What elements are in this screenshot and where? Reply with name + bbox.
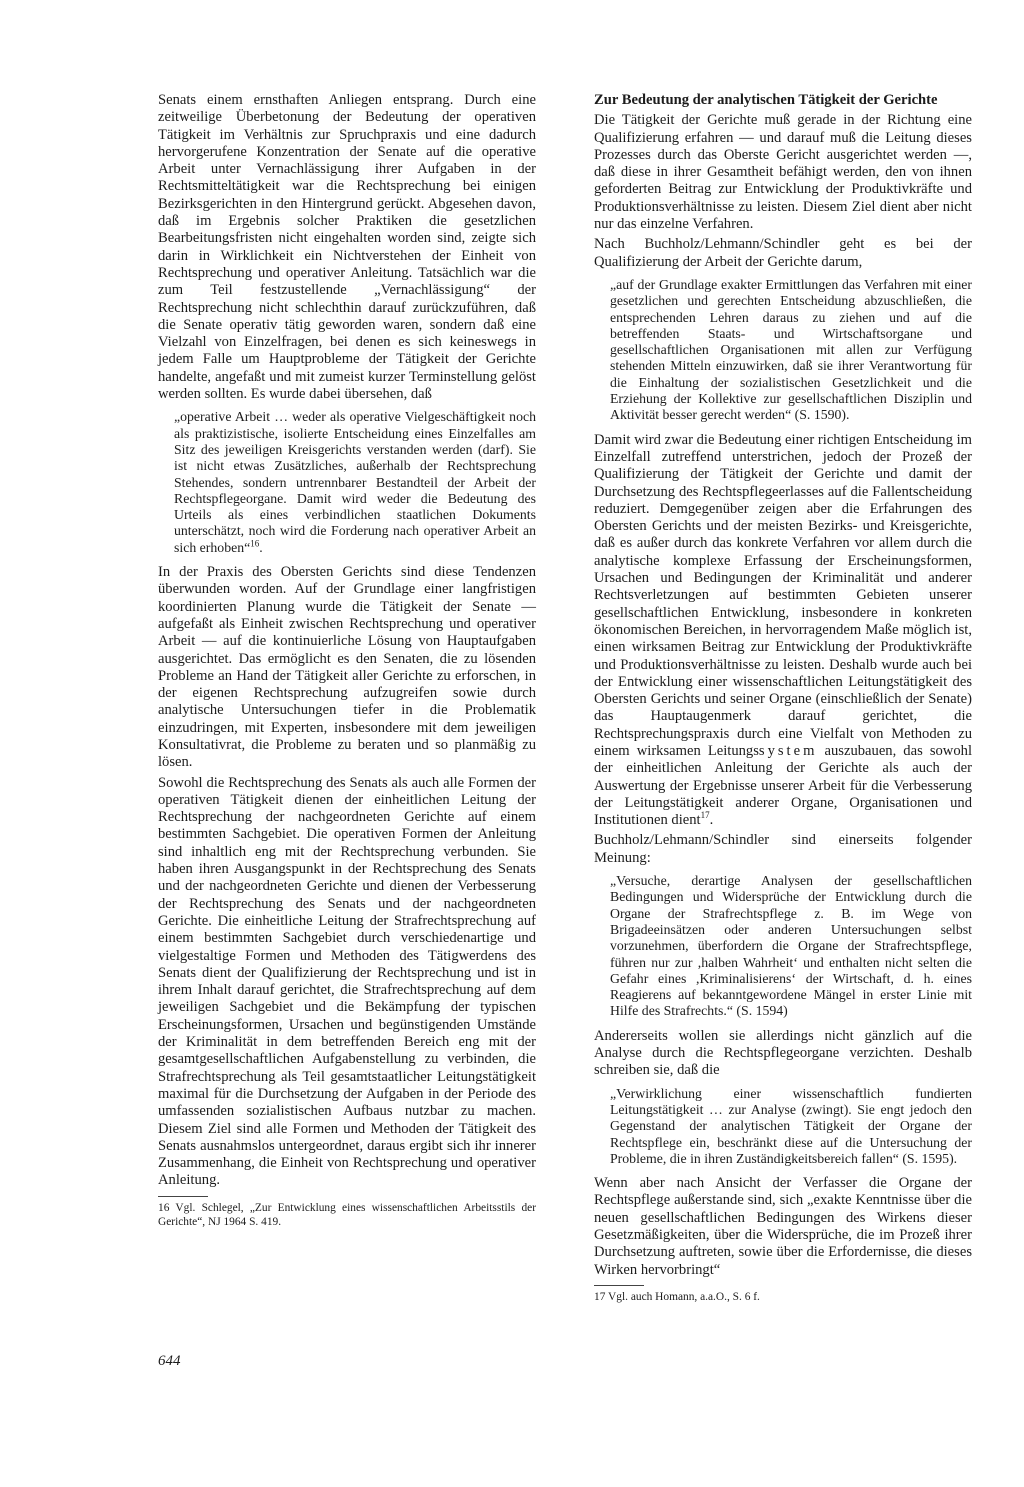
footnote-reference: 17 — [700, 810, 710, 821]
paragraph: Senats einem ernsthaften Anliegen entsprang. Durch eine zeitweilige Überbetonung der Bedeutung der operativen Tätigkeit im Verhältnis zur Spruchpraxis und eine dadurch hervorgerufene Konzentration der Senate auf die operative Arbeit unter Vernachlässigung ihrer Aufgaben in der Rechtsmitteltätigkeit war die Rechtsprechung bei einigen Bezirksgerichten in den Hintergrund gerückt. Abgesehen davon, daß im Ergebnis solcher Praktiken die gesetzlichen Bearbeitungsfristen nicht eingehalten worden sind, zeigte sich darin in Wirklichkeit ein Nichtverstehen der Einheit von Rechtsprechung und operativer Anleitung. Tatsächlich war die zum Teil festzustellende „Vernachlässigung“ der Rechtsprechung nicht schlechthin darauf zurückzuführen, daß die Senate operativ tätig geworden waren, sondern daß eine Vielzahl von Einzelfragen, bei denen es sich keineswegs in jedem Falle um Hauptprobleme der Tätigkeit der Gerichte handelte, angefaßt und mit zumeist kurzer Terminstellung gelöst werden sollten. Es wurde dabei übersehen, daß — [158, 92, 536, 403]
right-column — [594, 92, 972, 1307]
block-quote: „Verwirklichung einer wissenschaftlich fundierten Leitungstätigkeit … zur Analyse (zwingt). Sie engt jedoch den Gegenstand der analytischen Tätigkeit der Organe der Rechtspflege ein, beschränkt diese auf die Untersuchung der Probleme, die in ihren Zuständigkeitsbereich fallen“ (S. 1595). — [610, 1085, 972, 1166]
paragraph: Wenn aber nach Ansicht der Verfasser die Organe der Rechtspflege außerstande sind, sich „exakte Kenntnisse über die neuen gesellschaftlichen Bedingungen des Wirkens dieser Gesetzmäßigkeiten, über die Widersprüche, die im Prozeß ihrer Durchsetzung auftreten, sowie über die Erfordernisse, die dieses Wirken hervorbringt“ — [594, 1175, 972, 1278]
paragraph: In der Praxis des Obersten Gerichts sind diese Tendenzen überwunden worden. Auf der Grundlage einer langfristigen koordinierten Planung wurde die Tätigkeit der Senate — aufgefaßt als Einheit zwischen Rechtsprechung und operativer Arbeit — auf die kontinuierliche Lösung von Hauptaufgaben ausgerichtet. Das ermöglicht es den Senaten, die zu lösenden Probleme an Hand der Tätigkeit aller Gerichte zu erforschen, in der eigenen Rechtsprechung aufzugreifen sowie durch analytische Untersuchungen tiefer in die Problematik einzudringen, mit Experten, insbesondere mit dem jeweiligen Konsultativrat, die Probleme zu beraten und so planmäßig zu lösen. — [158, 564, 536, 771]
paragraph: Andererseits wollen sie allerdings nicht gänzlich auf die Analyse durch die Rechtspflegeorgane verzichten. Deshalb schreiben sie, daß die — [594, 1027, 972, 1079]
paragraph: Die Tätigkeit der Gerichte muß gerade in der Richtung eine Qualifizierung erfahren — und darauf muß die Leitung dieses Prozesses durch das Oberste Gericht ausgerichtet werden —, daß diese in ihrer Gesamtheit befähigt werden, den von ihnen geforderten Beitrag zur Entwicklung der Produktivkräfte und Produktionsverhältnisse zu leisten. Diesem Ziel dient aber nicht nur das einzelne Verfahren. — [594, 112, 972, 233]
section-heading: Zur Bedeutung der analytischen Tätigkeit der Gerichte — [594, 92, 938, 108]
paragraph: Nach Buchholz/Lehmann/Schindler geht es bei der Qualifizierung der Arbeit der Gerichte darum, — [594, 236, 972, 270]
footnote-divider — [158, 1196, 208, 1197]
page-number: 644 — [158, 1353, 181, 1369]
footnote-divider — [594, 1285, 644, 1286]
block-quote: „Versuche, derartige Analysen der gesellschaftlichen Bedingungen und Widersprüche der Entwicklung durch die Organe der Strafrechtspflege z. B. im Wege von Brigadeeinsätzen oder anderen Untersuchungen selbst vorzunehmen, überfordern die Organe der Strafrechtspflege, führen nur zur ,halben Wahrheit‘ und enthalten nicht selten die Gefahr eines ,Kriminalisierens‘ der Wirtschaft, d. h. eines Reagierens auf bekanntgewordene Mängel in erster Linie mit Hilfe des Strafrechts.“ (S. 1594) — [610, 873, 972, 1019]
footnote: 16 Vgl. Schlegel, „Zur Entwicklung eines wissenschaftlichen Arbeitsstils der Gerichte“, NJ 1964 S. 419. — [158, 1201, 536, 1228]
spaced-emphasis: system — [758, 742, 818, 759]
paragraph-text: Damit wird zwar die Bedeutung einer richtigen Entscheidung im Einzelfall zutreffend unterstrichen, jedoch der Prozeß der Qualifizierung der Tätigkeit der Gerichte und damit der Durchsetzung des Rechtspflegeerlasses auf die Fallentscheidung reduziert. Demgegenüber zeigen aber die Erfahrungen des Obersten Gerichts und der meisten Bezirks- und Kreisgerichte, daß es außer durch das konkrete Verfahren vor allem durch die analytische komplexe Erfassung der Erscheinungsformen, Ursachen und Bedingungen der Kriminalität und anderer Rechtsverletzungen auf bestimmten Gebieten unserer gesellschaftlichen Entwicklung, insbesondere in konkreten ökonomischen Bereichen, in hervorragendem Maße möglich ist, einen wirksamen Beitrag zur Entwicklung der Produktivkräfte und Produktionsverhältnisse zu leisten. Deshalb wurde auch bei der Entwicklung einer wissenschaftlichen Leitungstätigkeit des Obersten Gerichts und seiner Organe (einschließlich der Senate) das Hauptaugenmerk darauf gerichtet, die Rechtsprechungspraxis durch eine Vielfalt von Methoden zu einem wirksamen Leitungs — [594, 431, 972, 759]
left-column — [158, 92, 536, 1232]
quote-text: „operative Arbeit … weder als operative Vielgeschäftigkeit noch als praktizistische, isolierte Entscheidung eines Einzelfalles am Sitz des jeweiligen Kreisgerichts verstanden werden (darf). Sie ist nicht etwas Zusätzliches, außerhalb der Rechtsprechung Stehendes, sondern untrennbarer Bestandteil der Arbeit der Rechtspflegeorgane. Damit wird weder die Bedeutung des Urteils als eines verbindlichen staatlichen Dokuments unterschätzt, noch wird die Forderung nach operativer Arbeit an sich erhoben“ — [174, 409, 536, 555]
paragraph: Sowohl die Rechtsprechung des Senats als auch alle Formen der operativen Tätigkeit dienen der einheitlichen Leitung der Rechtsprechung der nachgeordneten Gerichte auf einem bestimmten Sachgebiet. Die operativen Formen der Anleitung sind inhaltlich eng mit der Rechtsprechung verbunden. Sie haben ihren Ausgangspunkt in der Rechtsprechung des Senats und der nachgeordneten Gerichte und dienen der Verbesserung der Rechtsprechung des Senats und der nachgeordneten Gerichte. Die einheitliche Leitung der Strafrechtsprechung auf einem bestimmten Sachgebiet durch verschiedenartige und vielgestaltige Formen und Methoden des Tätigwerdens des Senats dient der Qualifizierung der Rechtsprechung und ist in ihrem Inhalt darauf gerichtet, die Strafrechtsprechung auf dem jeweiligen Sachgebiet und die Bekämpfung der typischen Erscheinungsformen, Ursachen und begünstigenden Umstände der Kriminalität in dem betreffenden Bereich eng mit der gesamtgesellschaftlichen Aufgabenstellung zu verbinden, die Strafrechtsprechung als Teil gesamtstaatlicher Leitungstätigkeit maximal für die Durchsetzung der Aufgaben in der Periode des umfassenden sozialistischen Aufbaus nutzbar zu machen. Diesem Ziel sind alle Formen und Methoden der Tätigkeit des Senats ausnahmslos untergeordnet, daraus ergibt sich ihr innerer Zusammenhang, die Einheit von Rechtsprechung und operativer Anleitung. — [158, 774, 536, 1189]
block-quote: „auf der Grundlage exakter Ermittlungen das Verfahren mit einer gesetzlichen und gerechten Entscheidung abzuschließen, die entsprechenden Lehren daraus zu ziehen und auf die betreffenden Staats- und Wirtschaftsorgane und gesellschaftlichen Organisationen mit allen zur Verfügung stehenden Mitteln einzuwirken, daß sie ihrer Verantwortung für die Einhaltung der sozialistischen Gesetzlichkeit und die Erziehung der Kollektive zur gesellschaftlichen Disziplin und Aktivität besser gerecht werden“ (S. 1590). — [610, 276, 972, 423]
paragraph-text: auszubauen, das sowohl der einheitlichen Anleitung der Gerichte als auch der Auswertung der Ergebnisse unserer Arbeit für die Verbesserung der Leitungstätigkeit anderer Organe, Organisationen und Institutionen dient — [594, 742, 972, 829]
block-quote: „operative Arbeit … weder als operative Vielgeschäftigkeit noch als praktizistische, isolierte Entscheidung eines Einzelfalles am Sitz des jeweiligen Kreisgerichts verstanden werden (darf). Sie ist nicht etwas Zusätzliches, außerhalb der Rechtsprechung Stehendes, sondern untrennbarer Bestandteil der Arbeit der Rechtspflegeorgane. Damit wird weder die Bedeutung des Urteils als eines verbindlichen staatlichen Dokuments unterschätzt, noch wird die Forderung nach operativer Arbeit an sich erhoben“$^{16}$. — [174, 409, 536, 555]
paragraph: Buchholz/Lehmann/Schindler sind einerseits folgender Meinung: — [594, 832, 972, 866]
paragraph: Damit wird zwar die Bedeutung einer richtigen Entscheidung im Einzelfall zutreffend unterstrichen, jedoch der Prozeß der Qualifizierung der Tätigkeit der Gerichte und damit der Durchsetzung des Rechtspflegeerlasses auf die Fallentscheidung reduziert. Demgegenüber zeigen aber die Erfahrungen des Obersten Gerichts und der meisten Bezirks- und Kreisgerichte, daß es außer durch das konkrete Verfahren vor allem durch die analytische komplexe Erfassung der Erscheinungsformen, Ursachen und Bedingungen der Kriminalität und anderer Rechtsverletzungen auf bestimmten Gebieten unserer gesellschaftlichen Entwicklung, insbesondere in konkreten ökonomischen Bereichen, in hervorragendem Maße möglich ist, einen wirksamen Beitrag zur Entwicklung der Produktivkräfte und Produktionsverhältnisse zu leisten. Deshalb wurde auch bei der Entwicklung einer wissenschaftlichen Leitungstätigkeit des Obersten Gerichts und seiner Organe (einschließlich der Senate) das Hauptaugenmerk darauf gerichtet, die Rechtsprechungspraxis durch eine Vielfalt von Methoden zu einem wirksamen Leitungssystem auszubauen, das sowohl der einheitlichen Anleitung der Gerichte als auch der Auswertung der Ergebnisse unserer Arbeit für die Verbesserung der Leitungstätigkeit anderer Organe, Organisationen und Institutionen dient$^{17}$. — [594, 431, 972, 829]
footnote: 17 Vgl. auch Homann, a.a.O., S. 6 f. — [594, 1290, 760, 1303]
footnote-reference: 16 — [250, 538, 260, 549]
